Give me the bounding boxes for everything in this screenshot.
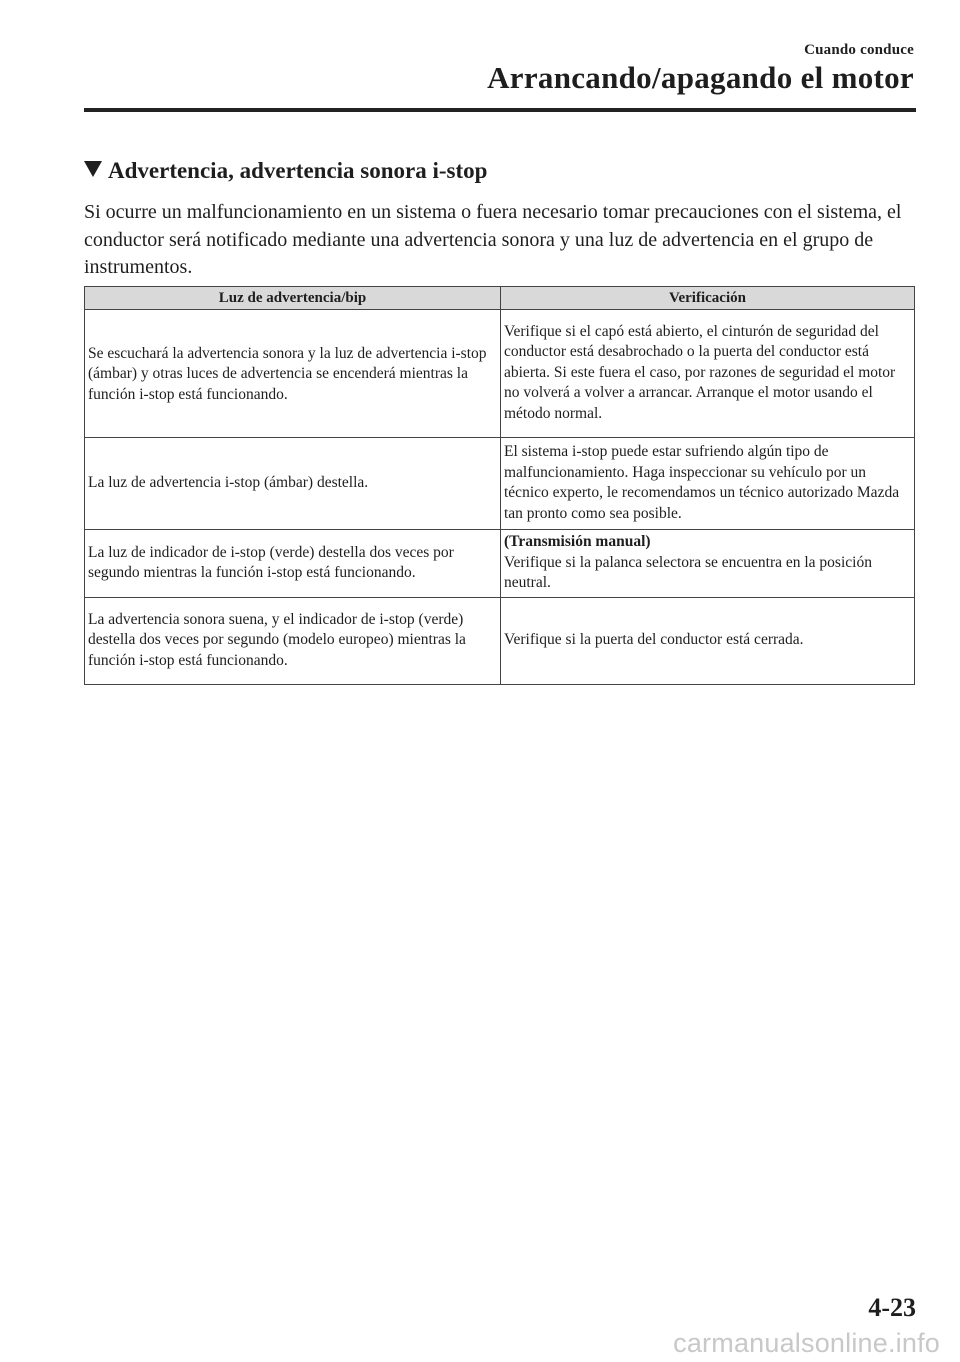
table-row [85,310,915,438]
table-header-row [85,287,915,310]
table-cell-condition: Se escuchará la advertencia sonora y la luz de advertencia i-stop (ámbar) y otras luces de advertencia se encenderá mientras la función i-stop está funcionando. [85,310,501,438]
intro-paragraph: Si ocurre un malfuncionamiento en un sistema o fuera necesario tomar precauciones con el sistema, el conductor será notificado mediante una advertencia sonora y una luz de advertencia en el grupo de instrumentos. [84,201,902,278]
verification-text: Verifique si la puerta del conductor está cerrada. [504,631,804,649]
column-header-verification: Verificación [501,287,915,310]
table-row [85,598,915,685]
table-cell-condition: La luz de indicador de i-stop (verde) destella dos veces por segundo mientras la función i-stop está funcionando. [85,530,501,598]
header-divider [84,108,916,112]
table-row [85,438,915,530]
section-heading-text: Advertencia, advertencia sonora i-stop [108,158,488,183]
watermark: carmanualsonline.info [673,1328,940,1358]
section-heading [84,158,487,184]
verification-heading: (Transmisión manual) [504,533,651,551]
table-cell-verification [501,530,915,598]
verification-text: Verifique si la palanca selectora se encuentra en la posición neutral. [504,553,872,592]
down-triangle-icon [84,161,102,177]
table-cell-verification [501,598,915,685]
table-cell-condition: La luz de advertencia i-stop (ámbar) destella. [85,438,501,530]
page-title: Arrancando/apagando el motor [487,60,914,95]
verification-text: Verifique si el capó está abierto, el cinturón de seguridad del conductor está desabrochado o la puerta del conductor está abierta. Si este fuera el caso, por razones de seguridad el motor no volverá a volver a arrancar. Arranque el motor usando el método normal. [504,322,896,422]
table-cell-verification [501,438,915,530]
header-section-label: Cuando conduce [804,42,914,58]
table-cell-condition: La advertencia sonora suena, y el indicador de i-stop (verde) destella dos veces por segundo (modelo europeo) mientras la función i-stop está funcionando. [85,598,501,685]
column-header-warning-light: Luz de advertencia/bip [85,287,501,310]
table-cell-verification [501,310,915,438]
warning-table [84,286,915,685]
table-row [85,530,915,598]
page-number: 4-23 [868,1293,916,1322]
verification-text: El sistema i-stop puede estar sufriendo algún tipo de malfuncionamiento. Haga inspeccionar su vehículo por un técnico experto, le recomendamos un técnico autorizado Mazda tan pronto como sea posible. [504,443,900,522]
